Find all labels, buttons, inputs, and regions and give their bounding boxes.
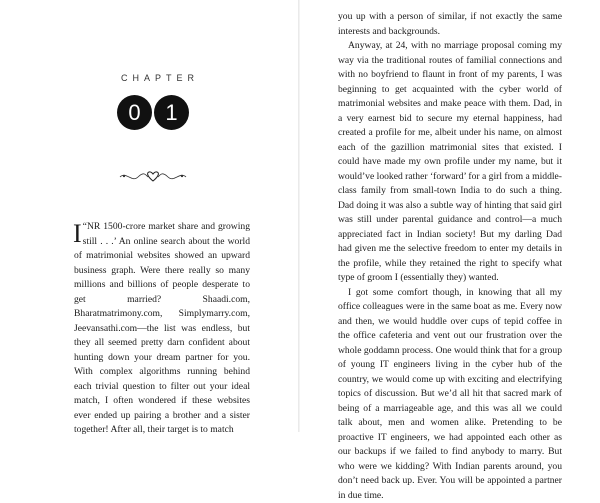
right-page-text xyxy=(338,10,562,503)
left-page xyxy=(0,0,299,432)
drop-cap: I xyxy=(73,223,82,245)
chapter-label: CHAPTER xyxy=(105,73,215,83)
opening-text: NR 1500-crore market share and growing still . . .’ An online search about the world of matrimonial websites showed an upward business graph. Were there really so many millions and billions of people desperate to get married? Shaadi.com, Bharatmatrimony.com, Simplymarry.com, Jeevansathi.com—the list was endless, but they all seemed pretty darn confident about hunting down your dream partner for you. With complex algorithms running behind each trivial question to filter out your ideal match, I often wondered if these websites ever ended up pairing a brother and a sister together! After all, their target is to match xyxy=(74,221,250,435)
paragraph: I got some comfort though, in knowing that all my office colleagues were in the same boat as me. Every now and then, we would huddle over cups of tepid coffee in the office cafeteria and vent out our frustration over the whole goddamn process. One would think that for a group of young IT engineers living in the cyber hub of the country, we would come up with exciting and electrifying topics of discussion. But we’d all hit that sacred mark of being of a marriageable age, and this was all we could talk about, men and women alike. Pretending to be proactive IT engineers, we had appointed each other as our backups if we failed to find anybody to marry. But who were we kidding? With Indian parents around, you don’t need back up. Ever. You will be appointed a partner in due time. xyxy=(338,286,562,503)
heart-flourish-icon xyxy=(118,167,188,185)
opening-quote: “ xyxy=(83,221,87,232)
paragraph-continued: you up with a person of similar, if not exactly the same interests and backgrounds. xyxy=(338,10,562,39)
chapter-number xyxy=(117,95,197,131)
right-page xyxy=(301,0,600,432)
page-gutter xyxy=(298,0,300,432)
paragraph: Anyway, at 24, with no marriage proposal coming my way via the traditional routes of familial connections and with no boyfriend to flaunt in front of my parents, I was beginning to get acquainted with the cyber world of matrimonial websites and make peace with them. Dad, in a very earnest bid to secure my eternal happiness, had created a profile for me, albeit under his name, on almost each of the gazillion matrimonial sites that existed. I could have made my own profile under my name, but it would’ve looked rather ‘forward’ for a girl from a middle-class family from small-town India to do such a thing. Dad doing it was also a subtle way of hinting that said girl was still under parental guidance and control—a much appreciated fact in Indian society! But my darling Dad had given me the selective freedom to enter my details in the profile, while they retained the right to specify what type of groom I (essentially they) wanted. xyxy=(338,39,562,286)
opening-paragraph xyxy=(74,220,250,438)
chapter-digit-2: 1 xyxy=(154,95,189,130)
chapter-digit-1: 0 xyxy=(117,95,152,130)
